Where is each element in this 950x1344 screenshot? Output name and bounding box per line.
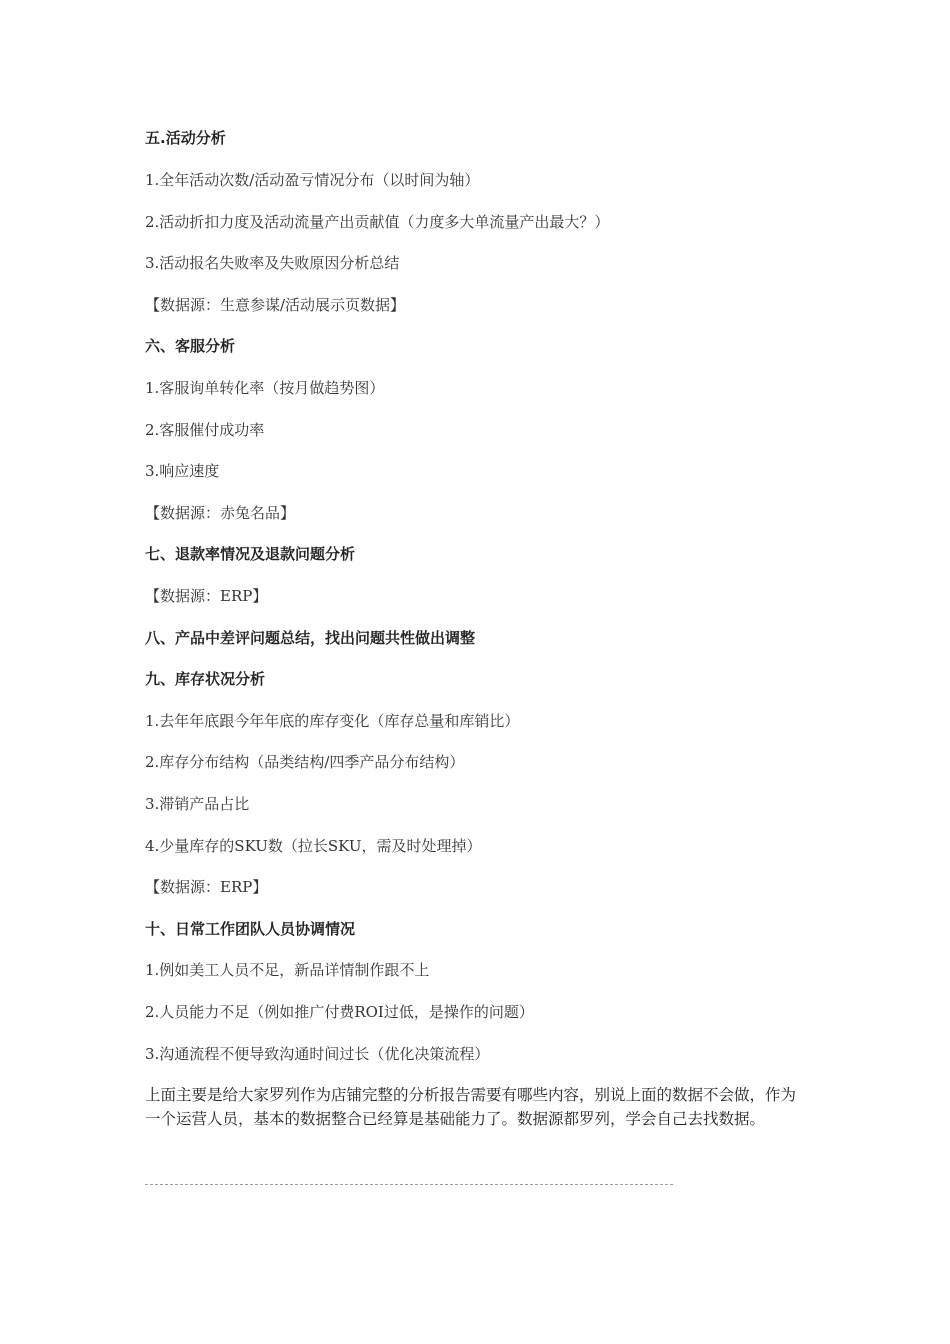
section-9-source: 【数据源：ERP】 [145,878,268,896]
section-6-item-3: 3.响应速度 [145,462,220,480]
section-6-item-1: 1.客服询单转化率（按月做趋势图） [145,379,385,397]
section-6-heading: 六、客服分析 [145,337,236,355]
section-9-item-1: 1.去年年底跟今年年底的库存变化（库存总量和库销比） [145,712,520,730]
dashed-separator [145,1184,673,1185]
section-6-source: 【数据源：赤兔名品】 [145,504,296,522]
section-7-heading: 七、退款率情况及退款问题分析 [145,545,356,563]
section-5-item-2: 2.活动折扣力度及活动流量产出贡献值（力度多大单流量产出最大？） [145,213,610,231]
section-5-item-3: 3.活动报名失败率及失败原因分析总结 [145,254,400,272]
section-9-item-2: 2.库存分布结构（品类结构/四季产品分布结构） [145,753,465,771]
section-10-heading: 十、日常工作团队人员协调情况 [145,920,356,938]
section-5-heading: 五.活动分析 [145,129,226,147]
section-6-item-2: 2.客服催付成功率 [145,421,265,439]
section-5-source: 【数据源：生意参谋/活动展示页数据】 [145,296,406,314]
section-9-item-3: 3.滞销产品占比 [145,795,250,813]
section-9-heading: 九、库存状况分析 [145,670,266,688]
section-9-item-4: 4.少量库存的SKU数（拉长SKU，需及时处理掉） [145,837,482,855]
summary-paragraph: 上面主要是给大家罗列作为店铺完整的分析报告需要有哪些内容，别说上面的数据不会做，作为一个运营人员，基本的数据整合已经算是基础能力了。数据源都罗列，学会自己去找数据。 [145,1086,797,1128]
section-10-item-3: 3.沟通流程不便导致沟通时间过长（优化决策流程） [145,1045,490,1063]
section-10-item-2: 2.人员能力不足（例如推广付费ROI过低，是操作的问题） [145,1003,534,1021]
section-10-item-1: 1.例如美工人员不足，新品详情制作跟不上 [145,961,430,979]
section-8-heading: 八、产品中差评问题总结，找出问题共性做出调整 [145,629,476,647]
section-5-item-1: 1.全年活动次数/活动盈亏情况分布（以时间为轴） [145,171,480,189]
section-7-source: 【数据源：ERP】 [145,587,268,605]
